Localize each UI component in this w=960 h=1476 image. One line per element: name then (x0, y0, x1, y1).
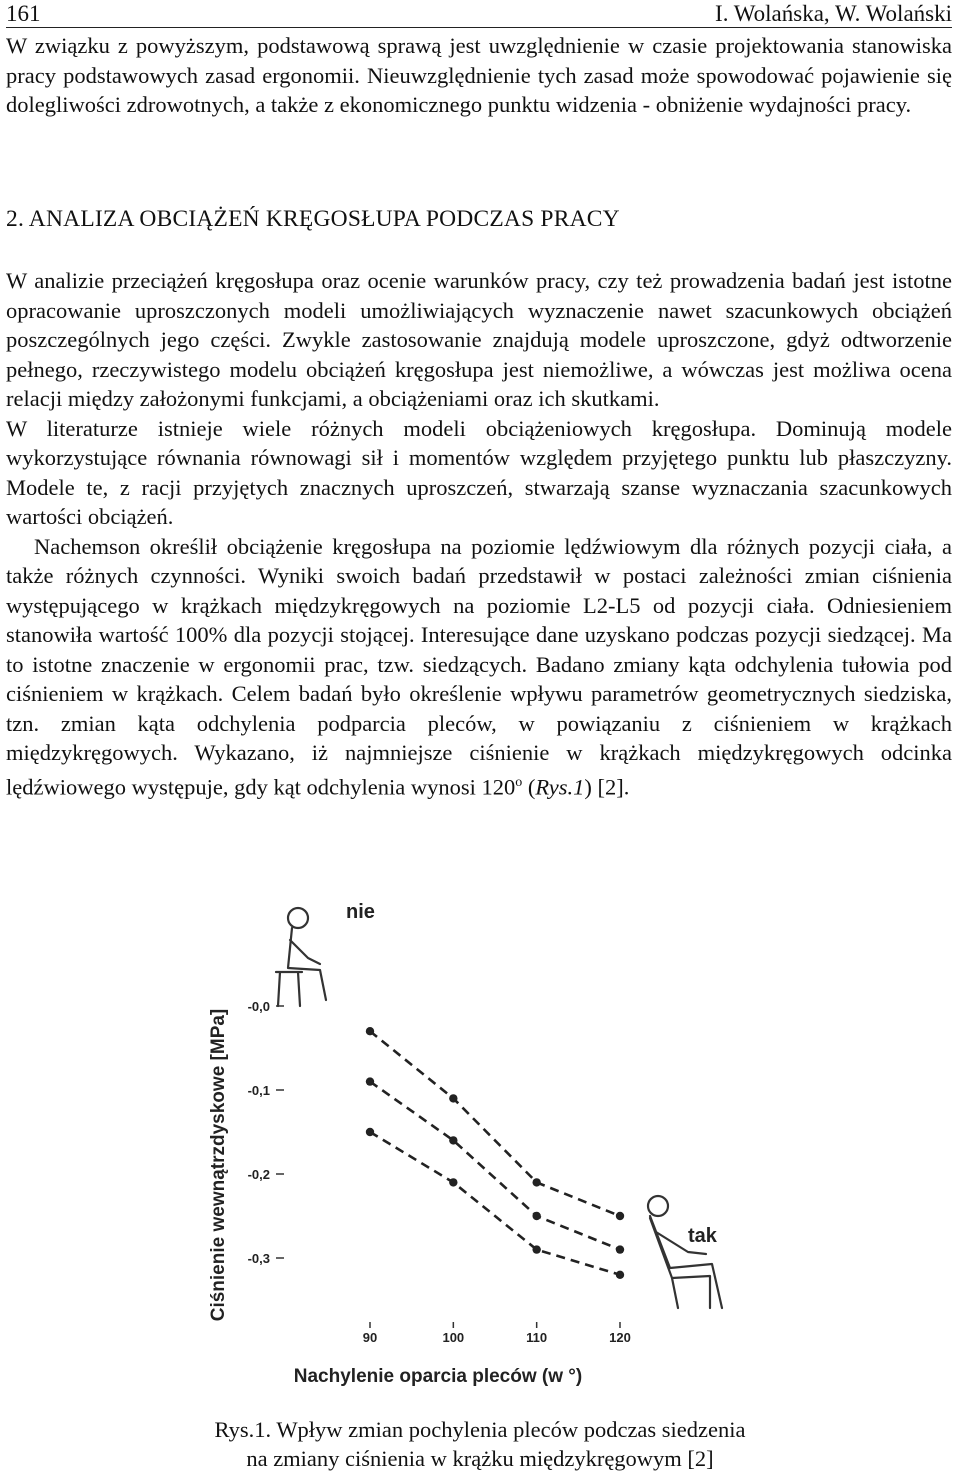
x-tick-label: 100 (442, 1330, 465, 1345)
annotation-nie: nie (346, 901, 375, 923)
x-tick-label: 90 (362, 1330, 378, 1345)
data-point (616, 1271, 624, 1279)
series-line-3 (370, 1132, 620, 1275)
x-tick-label: 120 (609, 1330, 631, 1345)
data-point (532, 1178, 540, 1186)
data-point (449, 1136, 457, 1144)
seated-upright-figure (276, 908, 326, 1006)
data-point (366, 1128, 374, 1136)
chart (180, 860, 780, 1420)
paragraph-3-close: ) [2]. (584, 774, 630, 799)
degree-sup: o (515, 774, 523, 790)
data-point (449, 1094, 457, 1102)
figure-reference: Rys.1 (535, 774, 585, 799)
paragraph-2: W literaturze istnieje wiele różnych modeli obciążeniowych kręgosłupa. Dominują modele wykorzystujące równania równowagi sił i momentów względem przyjętego punktu lub płaszczyzny. Modele te, z racji przyjętych znacznych uproszczeń, stwarzają szanse wyznaczania szacunkowych wartości obciążeń. (6, 415, 952, 529)
section-body (6, 266, 952, 802)
x-tick-label: 110 (526, 1330, 548, 1345)
paragraph-3-open: ( (522, 774, 536, 799)
running-header (6, 0, 952, 28)
y-tick-label: -0,2 (247, 1167, 270, 1182)
paragraph-3-text: Nachemson określił obciążenie kręgosłupa na poziomie lędźwiowym dla różnych pozycji ciała, a także różnych czynności. Wyniki swoich badań przedstawił w postaci zależności zmian ciśnienia występującego w krążkach międzykręgowych na poziomie L2-L5 od pozycji ciała. Odniesieniem stanowiła wartość 100% dla pozycji stojącej. Interesujące dane uzyskano podczas pozycji siedzącej. Ma to istotne znaczenie w ergonomii prac, tzw. siedzących. Badano zmiany kąta odchylenia tułowia pod ciśnieniem w krążkach. Celem badań było określenie wpływu parametrów geometrycznych siedziska, tzn. zmian kąta odchylenia podparcia pleców, w powiązaniu z ciśnieniem w krążkach międzykręgowych. Wykazano, iż najmniejsze ciśnienie w krążkach międzykręgowych odcinka lędźwiowego występuje, gdy kąt odchylenia wynosi 120 (6, 533, 952, 799)
paragraph-1: W analizie przeciążeń kręgosłupa oraz ocenie warunków pracy, czy też prowadzenia badań jest istotne opracowanie uproszczonych modeli umożliwiających wyznaczenie nawet szacunkowych obciążeń poszczególnych jego części. Zwykle zastosowanie znajdują modele uproszczone, gdyż odtworzenie pełnego, rzeczywistego modelu obciążeń kręgosłupa jest niemożliwe, a wówczas jest możliwa ocena relacji między założonymi funkcjami, a obciążeniami oraz ich skutkami. (6, 268, 952, 411)
x-axis-title: Nachylenie oparcia pleców (w °) (293, 1366, 583, 1387)
intro-paragraph: W związku z powyższym, podstawową sprawą jest uwzględnienie w czasie projektowania stanowiska pracy podstawowych zasad ergonomii. Nieuwzględnienie tych zasad może spowodować pojawienie się dolegliwości zdrowotnych, a także z ekonomicznego punktu widzenia - obniżenie wydajności pracy. (6, 33, 952, 117)
data-point (532, 1212, 540, 1220)
figure-caption (0, 1415, 960, 1473)
y-tick-label: -0,1 (247, 1083, 270, 1098)
annotation-tak: tak (688, 1225, 717, 1247)
series-line-2 (370, 1082, 620, 1250)
series-line-1 (370, 1031, 620, 1216)
section-heading: 2. ANALIZA OBCIĄŻEŃ KRĘGOSŁUPA PODCZAS PRACY (6, 206, 620, 232)
paragraph-3 (6, 532, 952, 802)
data-point (366, 1077, 374, 1085)
data-point (449, 1178, 457, 1186)
caption-line-2: na zmiany ciśnienia w krążku międzykręgowym [2] (246, 1446, 714, 1471)
data-point (616, 1245, 624, 1253)
y-axis-title: Ciśnienie wewnątrzdyskowe [MPa] (208, 1008, 229, 1322)
data-point (366, 1027, 374, 1035)
caption-line-1: Rys.1. Wpływ zmian pochylenia pleców podczas siedzenia (214, 1417, 746, 1442)
data-point (532, 1245, 540, 1253)
y-tick-label: -0,3 (247, 1251, 270, 1266)
intro-paragraph-block (6, 31, 952, 120)
figure (180, 860, 780, 1420)
data-point (616, 1212, 624, 1220)
page-number: 161 (6, 1, 41, 26)
y-tick-label: -0,0 (247, 999, 270, 1014)
seated-reclined-figure (648, 1196, 722, 1308)
running-authors: I. Wolańska, W. Wolański (715, 1, 952, 26)
